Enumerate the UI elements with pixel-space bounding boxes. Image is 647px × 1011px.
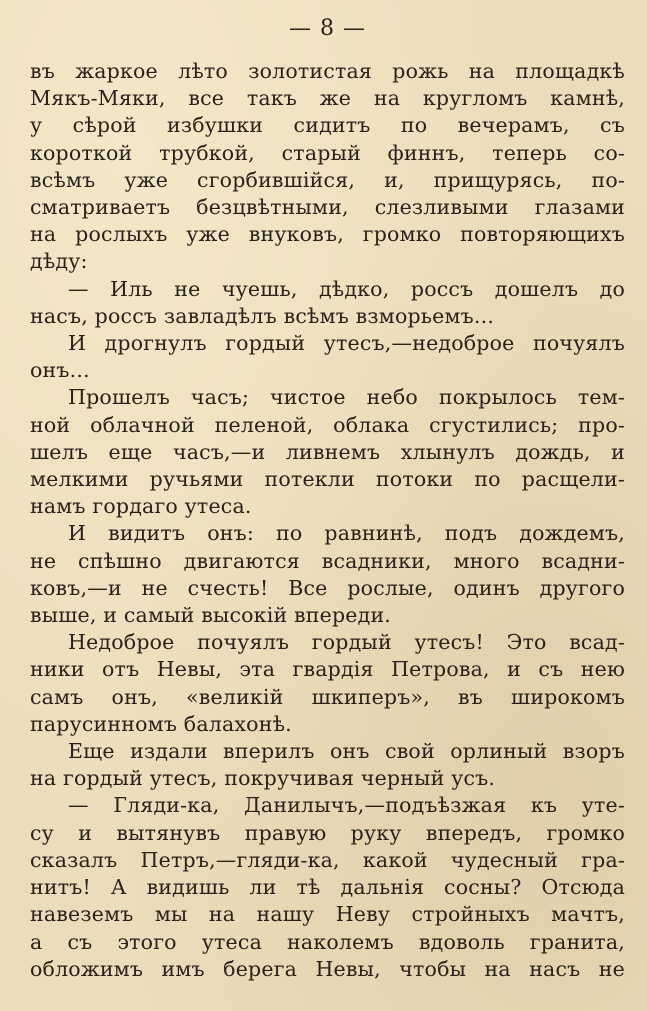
- text-line: мелкими ручьями потекли потоки по расщели-: [30, 467, 625, 492]
- text-line: въ жаркое лѣто золотистая рожь на площадкѣ: [30, 59, 625, 83]
- paragraph-7: [30, 738, 625, 792]
- text-line: шелъ еще часъ,—и ливнемъ хлынулъ дождь, и: [30, 439, 625, 464]
- text-line: — Гляди-ка, Данилычъ,—подъѣзжая къ уте-: [68, 793, 625, 818]
- text-line: Недоброе почуялъ гордый утесъ! Это всад-: [68, 630, 625, 655]
- text-line: выше, и самый высокiй впереди.: [30, 603, 392, 628]
- text-line: насъ, россъ завладѣлъ всѣмъ взморьемъ...: [30, 303, 495, 328]
- text-line: дѣду:: [30, 249, 88, 274]
- text-line: ковъ,—и не счесть! Все рослые, одинъ другого: [30, 575, 625, 600]
- text-line: а съ этого утеса наколемъ вдоволь гранита,: [30, 929, 625, 954]
- text-line: И дрогнулъ гордый утесъ,—недоброе почуялъ: [68, 331, 625, 356]
- paragraph-3: [30, 330, 625, 384]
- text-line: нитъ! А видишь ли тѣ дальнiя сосны? Отсюда: [30, 875, 625, 900]
- text-line: навеземъ мы на нашу Неву стройныхъ мачтъ,: [30, 902, 625, 927]
- text-line: сматриваетъ безцвѣтными, слезливыми глазами: [30, 195, 625, 220]
- text-line: намъ гордаго утеса.: [30, 494, 252, 519]
- text-line: самъ онъ, «великiй шкиперъ», въ широкомъ: [30, 684, 625, 709]
- paragraph-5: [30, 520, 625, 629]
- text-line: Мякъ-Мяки, все такъ же на кругломъ камнѣ,: [30, 86, 625, 111]
- page-number: — 8 —: [289, 16, 366, 41]
- paragraph-1: [30, 58, 625, 276]
- paragraph-8: [30, 792, 625, 982]
- text-line: парусинномъ балахонѣ.: [30, 711, 292, 736]
- text-line: И видитъ онъ: по равнинѣ, подъ дождемъ,: [68, 521, 625, 546]
- paragraph-6: [30, 629, 625, 738]
- text-line: всѣмъ уже сгорбившiйся, и, прищурясь, по-: [30, 167, 625, 192]
- body-text: [30, 58, 625, 983]
- text-line: сказалъ Петръ,—гляди-ка, какой чудесный гра-: [30, 847, 625, 872]
- text-line: Еще издали вперилъ онъ свой орлиный взоръ: [68, 739, 625, 764]
- text-line: ники отъ Невы, эта гвардiя Петрова, и съ нею: [30, 657, 625, 682]
- paragraph-2: [30, 276, 625, 330]
- text-line: не спѣшно двигаются всадники, много всадни-: [30, 548, 625, 573]
- text-line: обложимъ имъ берега Невы, чтобы на насъ не: [30, 956, 625, 981]
- text-line: Прошелъ часъ; чистое небо покрылось тем-: [68, 385, 625, 410]
- paragraph-4: [30, 384, 625, 520]
- text-line: на рослыхъ уже внуковъ, громко повторяющихъ: [30, 222, 625, 247]
- text-line: — Иль не чуешь, дѣдко, россъ дошелъ до: [68, 276, 625, 301]
- text-line: у сѣрой избушки сидитъ по вечерамъ, съ: [30, 113, 625, 138]
- text-line: су и вытянувъ правую руку впередъ, громко: [30, 820, 625, 845]
- text-line: короткой трубкой, старый финнъ, теперь со-: [30, 140, 625, 165]
- text-line: на гордый утесъ, покручивая черный усъ.: [30, 766, 496, 791]
- text-line: ной облачной пеленой, облака сгустились; про-: [30, 412, 625, 437]
- text-line: онъ...: [30, 358, 90, 383]
